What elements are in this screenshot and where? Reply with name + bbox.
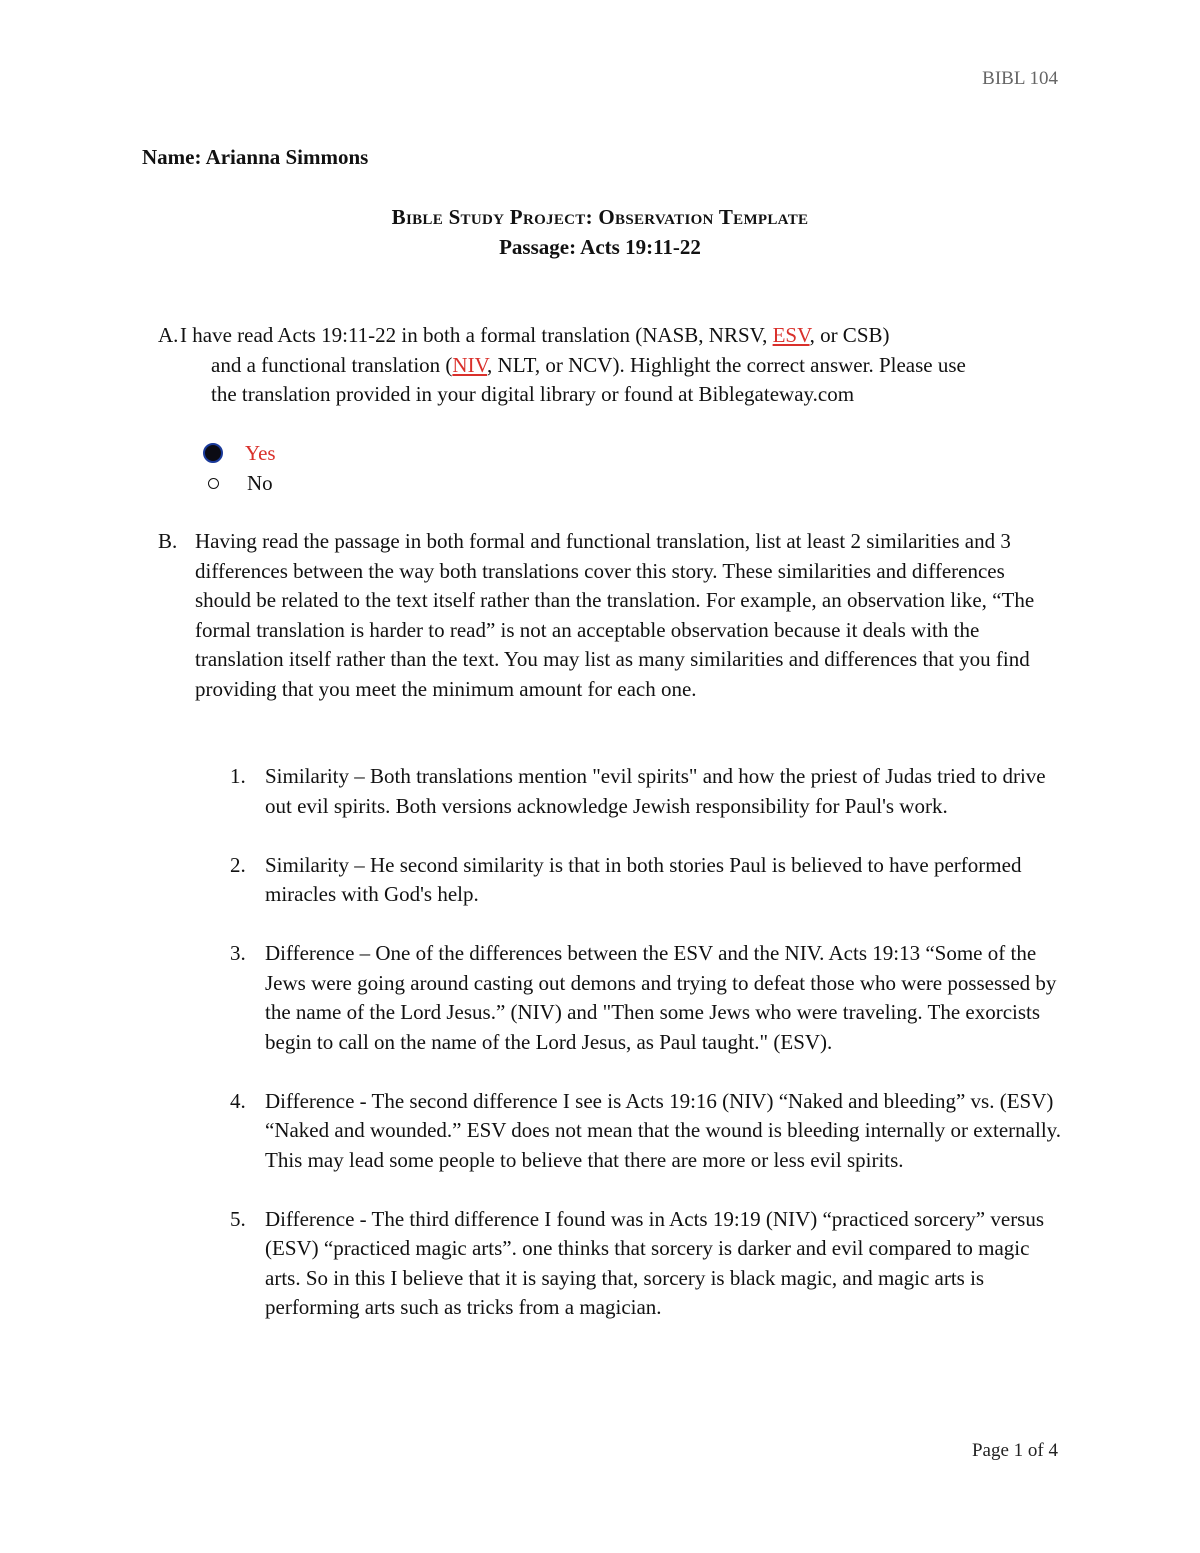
list-item [230,762,1070,821]
section-b [158,527,1058,704]
esv-highlight: ESV [772,323,810,347]
section-a-line-3: the translation provided in your digital library or found at Biblegateway.com [211,382,855,406]
item-number: 1. [230,764,246,788]
section-b-marker: B. [158,529,178,553]
item-number: 2. [230,852,246,877]
document-title: Bible Study Project: Observation Template [391,205,809,229]
item-text: Similarity – He second similarity is that in both stories Paul is believed to have performed miracles with God's help. [265,852,1022,906]
page-number: Page 1 of 4 [971,1440,1058,1461]
option-yes[interactable] [205,438,276,468]
item-text: Similarity – Both translations mention "evil spirits" and how the priest of Judas tried to drive out evil spirits. Both versions acknowledge Jewish responsibility for Paul's work. [265,764,1046,818]
item-text: Difference – One of the differences between the ESV and the NIV. Acts 19:13 “Some of the Jews were going around casting out demons and trying to defeat those who were possessed by the name of the Lord Jesus.” (NIV) and "Then some Jews who were traveling. The exorcists begin to call on the name of the Lord Jesus, as Paul taught." (ESV). [265,941,1057,1054]
list-item [230,1087,1070,1176]
option-no-label: No [247,470,273,495]
page-header-course: BIBL 104 [982,68,1058,89]
list-item [230,1205,1070,1323]
section-a-marker: A. [158,323,179,347]
student-name: Name: Arianna Simmons [142,145,369,169]
item-text: Difference - The second difference I see is Acts 19:16 (NIV) “Naked and bleeding” vs. (ESV) “Naked and wounded.” ESV does not mean that the wound is bleeding internally or externally. This may lead some people to believe that there are more or less evil spirits. [265,1088,1062,1172]
section-a-line-1 [158,321,1068,351]
section-a-text-3: and a functional translation ( [211,352,453,377]
item-number: 4. [230,1088,246,1113]
option-yes-label: Yes [245,440,276,465]
niv-highlight: NIV [452,352,488,377]
item-number: 3. [230,941,246,965]
item-text: Difference - The third difference I found was in Acts 19:19 (NIV) “practiced sorcery” versus (ESV) “practiced magic arts”. one thinks that sorcery is darker and evil compared to magic arts. So in this I believe that it is saying that, sorcery is black magic, and magic arts is performing arts such as tricks from a magician. [265,1206,1045,1319]
radio-empty-icon[interactable] [208,478,219,489]
section-a-text-1: I have read Acts 19:11-22 in both a formal translation (NASB, NRSV, [180,323,773,347]
list-item [230,851,1070,910]
passage-reference: Passage: Acts 19:11-22 [499,235,701,259]
option-no[interactable] [205,468,276,498]
answer-options [205,438,276,498]
list-item [230,939,1070,1057]
title-block [0,202,1200,262]
radio-selected-icon[interactable] [203,443,223,463]
section-a-text-4: , NLT, or NCV). Highlight the correct answer. Please use [487,352,966,377]
section-b-instructions: Having read the passage in both formal and functional translation, list at least 2 similarities and 3 differences between the way both translations cover this story. These similarities and differences should be related to the text itself rather than the translation. For example, an observation like, “The formal translation is harder to read” is not an acceptable observation because it deals with the translation itself rather than the text. You may list as many similarities and differences that you find providing that you meet the minimum amount for each one. [195,529,1035,701]
section-a [158,321,1068,410]
item-number: 5. [230,1206,246,1231]
observation-list [230,762,1070,1352]
section-a-text-2: , or CSB) [809,323,890,347]
section-a-line-2 [158,351,1068,381]
